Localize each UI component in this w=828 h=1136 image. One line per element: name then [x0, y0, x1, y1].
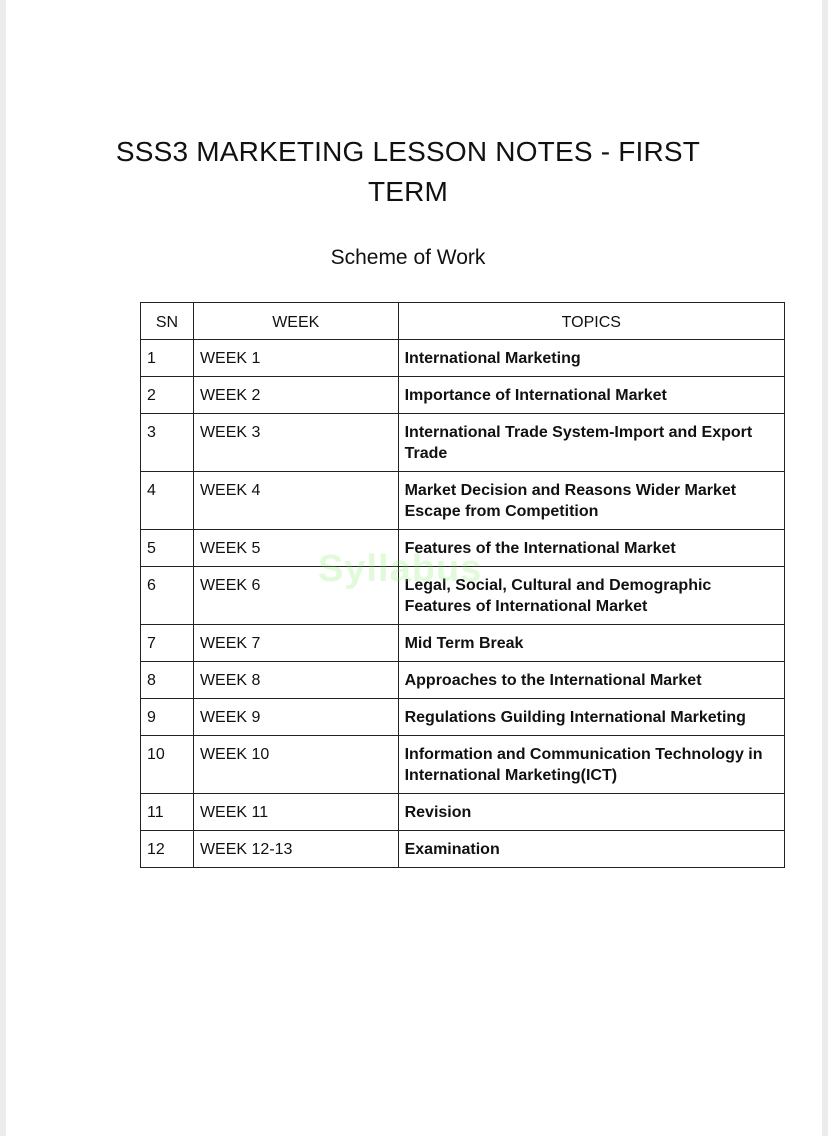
cell-week: WEEK 9	[193, 699, 398, 736]
cell-week: WEEK 4	[193, 472, 398, 530]
cell-week: WEEK 12-13	[193, 831, 398, 868]
cell-topic: Importance of International Market	[398, 377, 784, 414]
cell-sn: 9	[141, 699, 194, 736]
cell-week: WEEK 3	[193, 414, 398, 472]
scheme-of-work-table	[140, 302, 785, 868]
cell-topic: Information and Communication Technology in International Marketing(ICT)	[398, 736, 784, 794]
header-week: WEEK	[193, 303, 398, 340]
cell-sn: 6	[141, 567, 194, 625]
table-row	[141, 625, 785, 662]
cell-week: WEEK 6	[193, 567, 398, 625]
cell-week: WEEK 1	[193, 340, 398, 377]
page-title	[0, 132, 822, 212]
cell-topic: Market Decision and Reasons Wider Market Escape from Competition	[398, 472, 784, 530]
cell-topic: International Marketing	[398, 340, 784, 377]
cell-sn: 11	[141, 794, 194, 831]
table-row	[141, 736, 785, 794]
table-row	[141, 794, 785, 831]
cell-sn: 3	[141, 414, 194, 472]
cell-topic: Features of the International Market	[398, 530, 784, 567]
cell-week: WEEK 10	[193, 736, 398, 794]
cell-topic: Regulations Guilding International Marketing	[398, 699, 784, 736]
table-row	[141, 530, 785, 567]
table-header-row	[141, 303, 785, 340]
table-row	[141, 472, 785, 530]
cell-week: WEEK 7	[193, 625, 398, 662]
table-row	[141, 414, 785, 472]
cell-topic: Revision	[398, 794, 784, 831]
cell-sn: 12	[141, 831, 194, 868]
cell-week: WEEK 5	[193, 530, 398, 567]
cell-sn: 1	[141, 340, 194, 377]
cell-sn: 8	[141, 662, 194, 699]
cell-sn: 2	[141, 377, 194, 414]
cell-sn: 4	[141, 472, 194, 530]
cell-topic: International Trade System-Import and Export Trade	[398, 414, 784, 472]
table-row	[141, 662, 785, 699]
page-subtitle: Scheme of Work	[330, 246, 486, 269]
header-sn: SN	[141, 303, 194, 340]
table-row	[141, 567, 785, 625]
table-row	[141, 377, 785, 414]
cell-week: WEEK 2	[193, 377, 398, 414]
cell-topic: Legal, Social, Cultural and Demographic Features of International Market	[398, 567, 784, 625]
cell-sn: 5	[141, 530, 194, 567]
cell-sn: 7	[141, 625, 194, 662]
table-row	[141, 831, 785, 868]
page-title-line-2: TERM	[367, 175, 449, 207]
cell-week: WEEK 11	[193, 794, 398, 831]
page-title-line-1: SSS3 MARKETING LESSON NOTES - FIRST	[115, 135, 701, 167]
cell-sn: 10	[141, 736, 194, 794]
cell-topic: Approaches to the International Market	[398, 662, 784, 699]
cell-topic: Examination	[398, 831, 784, 868]
watermark-logo: Syllabus	[318, 548, 483, 590]
table-row	[141, 340, 785, 377]
table-row	[141, 699, 785, 736]
cell-topic: Mid Term Break	[398, 625, 784, 662]
header-topics: TOPICS	[398, 303, 784, 340]
cell-week: WEEK 8	[193, 662, 398, 699]
